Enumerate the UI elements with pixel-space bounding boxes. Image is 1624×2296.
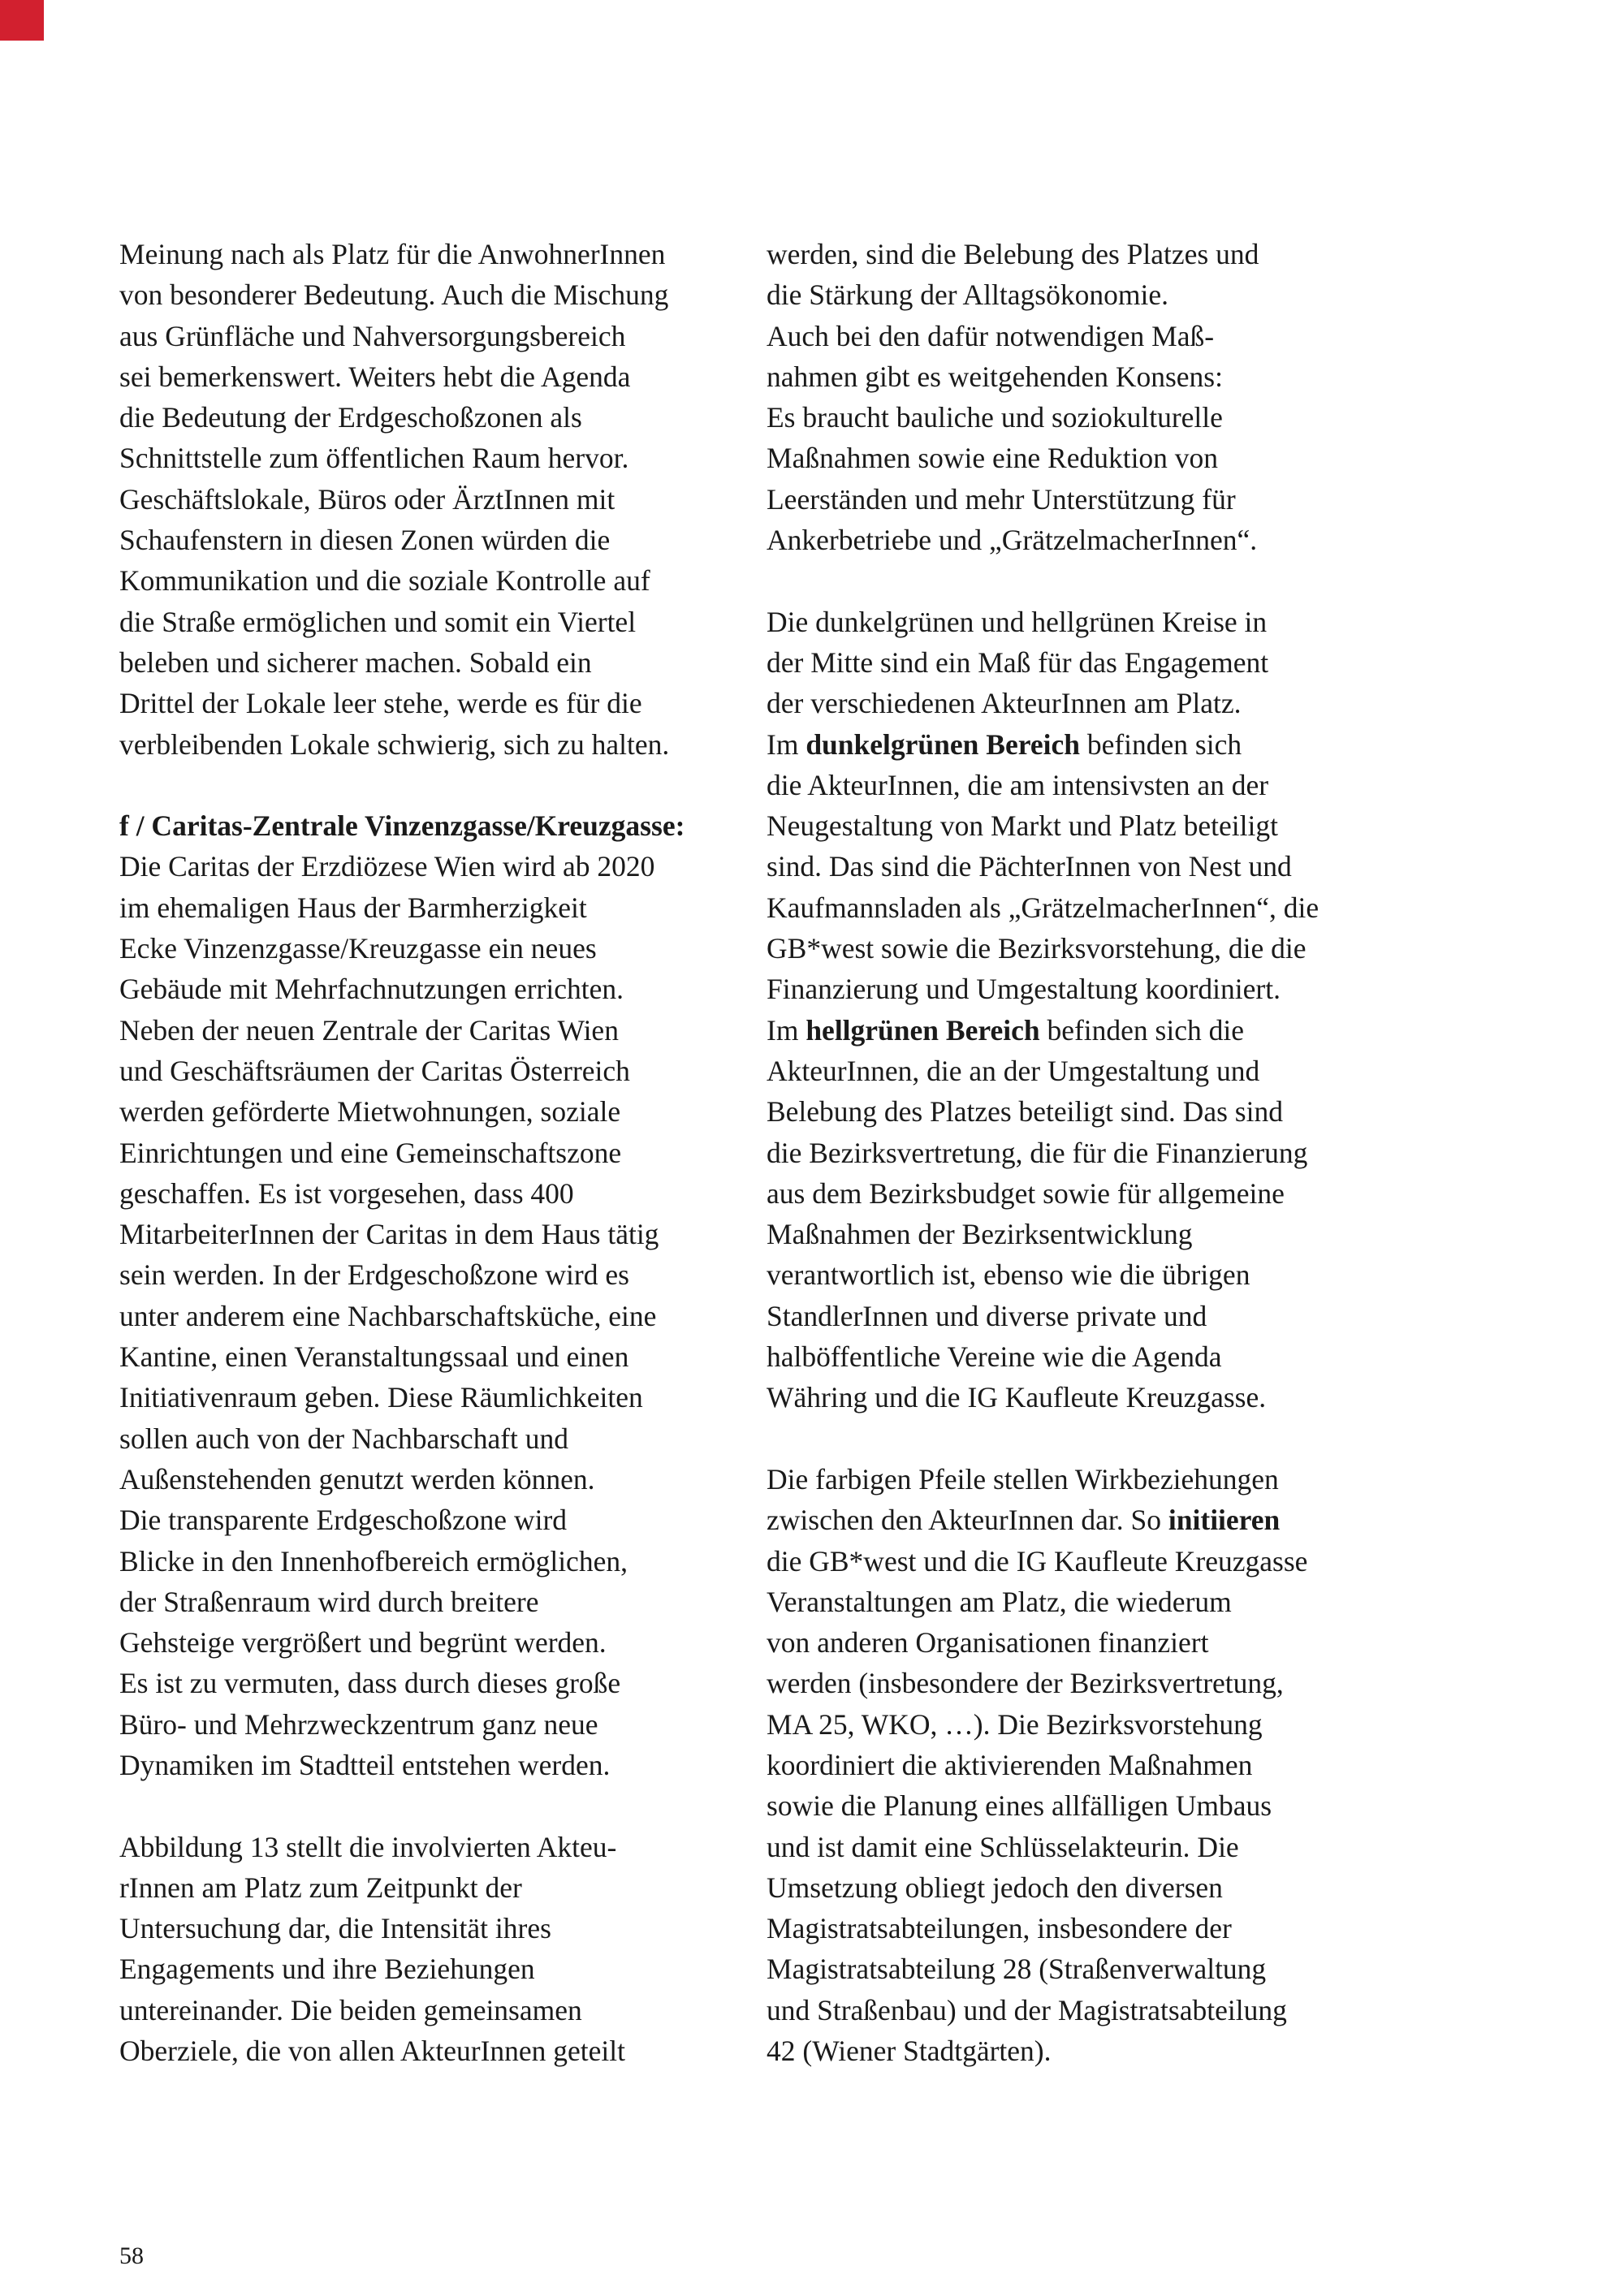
text-line xyxy=(119,1254,736,1295)
text-line xyxy=(767,234,1384,274)
text-segment: MA 25, WKO, …). Die Bezirksvorstehung xyxy=(767,1707,1263,1741)
text-line xyxy=(767,356,1384,397)
bold-text: hellgrünen Bereich xyxy=(806,1013,1040,1047)
text-line xyxy=(767,1785,1384,1826)
text-segment: Währing und die IG Kaufleute Kreuzgasse. xyxy=(767,1381,1267,1414)
text-line xyxy=(767,1254,1384,1295)
text-segment: Ankerbetriebe und „GrätzelmacherInnen“. xyxy=(767,524,1258,557)
text-line xyxy=(119,928,736,969)
text-line xyxy=(767,438,1384,478)
text-line xyxy=(767,1459,1384,1500)
text-segment: Ecke Vinzenzgasse/Kreuzgasse ein neues xyxy=(119,932,597,965)
text-segment: die Straße ermöglichen und somit ein Viertel xyxy=(119,605,637,638)
text-line xyxy=(119,602,736,642)
text-line xyxy=(119,1377,736,1418)
text-line xyxy=(767,1336,1384,1377)
text-line xyxy=(119,683,736,723)
text-line xyxy=(119,356,736,397)
text-line xyxy=(119,1908,736,1949)
text-line xyxy=(119,1663,736,1703)
text-line xyxy=(767,1704,1384,1745)
text-segment: 42 (Wiener Stadtgärten). xyxy=(767,2035,1052,2068)
text-line xyxy=(767,1582,1384,1622)
text-segment: Neben der neuen Zentrale der Caritas Wien xyxy=(119,1013,619,1047)
text-line xyxy=(767,274,1384,315)
text-segment: Einrichtungen und eine Gemeinschaftszone xyxy=(119,1136,622,1169)
text-line xyxy=(119,1173,736,1214)
text-line xyxy=(119,1336,736,1377)
text-segment: die GB*west und die IG Kaufleute Kreuzgasse xyxy=(767,1544,1308,1577)
text-segment: Untersuchung dar, die Intensität ihres xyxy=(119,1912,551,1945)
text-segment: Es braucht bauliche und soziokulturelle xyxy=(767,401,1223,434)
text-segment: Finanzierung und Umgestaltung koordiniert. xyxy=(767,973,1281,1006)
text-segment: Gehsteige vergrößert und begrünt werden. xyxy=(119,1626,607,1659)
text-segment: von anderen Organisationen finanziert xyxy=(767,1626,1209,1659)
text-line xyxy=(767,1010,1384,1051)
text-segment: Kaufmannsladen als „GrätzelmacherInnen“, die xyxy=(767,891,1320,924)
text-line xyxy=(767,887,1384,928)
text-line xyxy=(119,1091,736,1132)
text-segment: sind. Das sind die PächterInnen von Nest und xyxy=(767,850,1292,883)
text-segment: unter anderem eine Nachbarschaftsküche, eine xyxy=(119,1299,657,1332)
text-line xyxy=(767,846,1384,887)
text-line xyxy=(767,1949,1384,1989)
text-segment: und Straßenbau) und der Magistratsabteilung xyxy=(767,1993,1287,2026)
text-line xyxy=(119,887,736,928)
text-line xyxy=(119,2031,736,2071)
text-segment: Magistratsabteilung 28 (Straßenverwaltung xyxy=(767,1953,1267,1986)
text-line xyxy=(119,969,736,1009)
text-line xyxy=(767,1091,1384,1132)
text-line xyxy=(119,560,736,601)
text-line xyxy=(119,1949,736,1989)
text-segment: der Mitte sind ein Maß für das Engagement xyxy=(767,645,1269,679)
text-line xyxy=(119,274,736,315)
text-line xyxy=(767,1296,1384,1336)
text-segment: die Bezirksvertretung, die für die Finanzierung xyxy=(767,1136,1308,1169)
text-segment: die Stärkung der Alltagsökonomie. xyxy=(767,278,1168,312)
text-line xyxy=(119,1133,736,1173)
text-line xyxy=(767,2031,1384,2071)
text-line xyxy=(767,1173,1384,1214)
text-line xyxy=(119,438,736,478)
bold-text: initiieren xyxy=(1168,1504,1281,1537)
text-segment: Geschäftslokale, Büros oder ÄrztInnen mit xyxy=(119,482,615,516)
text-segment: aus dem Bezirksbudget sowie für allgemeine xyxy=(767,1176,1285,1210)
text-line xyxy=(767,683,1384,723)
text-segment: Kommunikation und die soziale Kontrolle auf xyxy=(119,564,650,598)
bold-text: f / Caritas-Zentrale Vinzenzgasse/Kreuzgasse: xyxy=(119,809,685,843)
text-line xyxy=(767,397,1384,438)
text-segment: Oberziele, die von allen AkteurInnen geteilt xyxy=(119,2035,625,2068)
text-segment: sollen auch von der Nachbarschaft und xyxy=(119,1422,569,1455)
paragraph-gap xyxy=(119,1785,736,1826)
text-segment: GB*west sowie die Bezirksvorstehung, die die xyxy=(767,932,1307,965)
text-segment: Abbildung 13 stellt die involvierten Akteu- xyxy=(119,1830,617,1863)
text-segment: befinden sich xyxy=(1079,727,1242,761)
text-line xyxy=(119,1745,736,1785)
paragraph-gap xyxy=(767,1418,1384,1459)
text-segment: sei bemerkenswert. Weiters hebt die Agenda xyxy=(119,360,631,393)
text-segment: die AkteurInnen, die am intensivsten an der xyxy=(767,768,1269,801)
text-line xyxy=(119,1051,736,1091)
text-line xyxy=(119,1622,736,1663)
text-segment: und Geschäftsräumen der Caritas Österreich xyxy=(119,1054,630,1087)
text-line xyxy=(767,642,1384,683)
text-line xyxy=(767,520,1384,560)
text-line xyxy=(767,1827,1384,1867)
text-segment: koordiniert die aktivierenden Maßnahmen xyxy=(767,1748,1253,1781)
text-line xyxy=(119,846,736,887)
text-segment: die Bedeutung der Erdgeschoßzonen als xyxy=(119,401,582,434)
text-segment: verbleibenden Lokale schwierig, sich zu halten. xyxy=(119,727,670,761)
text-segment: Die transparente Erdgeschoßzone wird xyxy=(119,1504,568,1537)
text-segment: Drittel der Lokale leer stehe, werde es für die xyxy=(119,687,642,720)
text-segment: der Straßenraum wird durch breitere xyxy=(119,1585,539,1618)
text-line xyxy=(767,1541,1384,1582)
text-segment: im ehemaligen Haus der Barmherzigkeit xyxy=(119,891,587,924)
text-segment: Im xyxy=(767,727,806,761)
text-segment: Schaufenstern in diesen Zonen würden die xyxy=(119,524,611,557)
text-line xyxy=(119,520,736,560)
text-segment: aus Grünfläche und Nahversorgungsbereich xyxy=(119,319,626,352)
text-segment: Blicke in den Innenhofbereich ermöglichen, xyxy=(119,1544,628,1577)
page-number: 58 xyxy=(119,2242,144,2269)
text-segment: Initiativenraum geben. Diese Räumlichkeiten xyxy=(119,1381,643,1414)
text-segment: der verschiedenen AkteurInnen am Platz. xyxy=(767,687,1242,720)
text-line xyxy=(767,1377,1384,1418)
text-segment: Außenstehenden genutzt werden können. xyxy=(119,1462,595,1495)
text-segment: Die Caritas der Erzdiözese Wien wird ab 2020 xyxy=(119,850,655,883)
text-segment: Die farbigen Pfeile stellen Wirkbeziehungen xyxy=(767,1462,1279,1495)
text-segment: Meinung nach als Platz für die AnwohnerInnen xyxy=(119,238,666,270)
text-segment: Im xyxy=(767,1013,806,1047)
text-line xyxy=(767,765,1384,805)
text-segment: sowie die Planung eines allfälligen Umbaus xyxy=(767,1789,1272,1823)
text-line xyxy=(767,724,1384,765)
text-segment: StandlerInnen und diverse private und xyxy=(767,1299,1207,1332)
text-segment: Engagements und ihre Beziehungen xyxy=(119,1953,535,1986)
text-line xyxy=(119,1582,736,1622)
text-segment: Die dunkelgrünen und hellgrünen Kreise in xyxy=(767,605,1268,638)
text-line xyxy=(119,1867,736,1908)
text-line xyxy=(767,969,1384,1009)
text-segment: Auch bei den dafür notwendigen Maß- xyxy=(767,319,1215,352)
text-line xyxy=(119,234,736,274)
red-corner-mark xyxy=(0,0,44,41)
text-line xyxy=(767,1500,1384,1540)
text-segment: werden, sind die Belebung des Platzes und xyxy=(767,238,1259,270)
text-line xyxy=(767,1622,1384,1663)
text-segment: werden (insbesondere der Bezirksvertretung, xyxy=(767,1667,1284,1700)
text-line xyxy=(767,1990,1384,2031)
text-segment: Es ist zu vermuten, dass durch dieses große xyxy=(119,1667,621,1700)
text-segment: werden geförderte Mietwohnungen, soziale xyxy=(119,1095,621,1129)
bold-text: dunkelgrünen Bereich xyxy=(806,727,1080,761)
text-line xyxy=(119,642,736,683)
text-segment: Leerständen und mehr Unterstützung für xyxy=(767,482,1236,516)
text-segment: halböffentliche Vereine wie die Agenda xyxy=(767,1340,1222,1374)
text-line xyxy=(767,1051,1384,1091)
left-text-column xyxy=(119,234,736,2071)
text-segment: untereinander. Die beiden gemeinsamen xyxy=(119,1993,582,2026)
text-line xyxy=(767,1133,1384,1173)
text-line xyxy=(767,479,1384,520)
text-segment: sein werden. In der Erdgeschoßzone wird es xyxy=(119,1258,629,1292)
text-line xyxy=(119,1704,736,1745)
text-line xyxy=(767,1663,1384,1703)
text-line xyxy=(119,316,736,356)
text-line xyxy=(767,1745,1384,1785)
text-line xyxy=(119,1459,736,1500)
text-segment: zwischen den AkteurInnen dar. So xyxy=(767,1504,1168,1537)
text-segment: Kantine, einen Veranstaltungssaal und einen xyxy=(119,1340,629,1374)
text-segment: Büro- und Mehrzweckzentrum ganz neue xyxy=(119,1707,598,1741)
text-segment: befinden sich die xyxy=(1039,1013,1244,1047)
text-segment: Neugestaltung von Markt und Platz beteiligt xyxy=(767,809,1279,843)
text-line xyxy=(119,805,736,846)
text-line xyxy=(767,1867,1384,1908)
text-line xyxy=(119,1827,736,1867)
text-segment: Magistratsabteilungen, insbesondere der xyxy=(767,1912,1232,1945)
text-line xyxy=(767,805,1384,846)
text-segment: AkteurInnen, die an der Umgestaltung und xyxy=(767,1054,1260,1087)
paragraph-gap xyxy=(767,560,1384,601)
text-line xyxy=(767,928,1384,969)
text-segment: Gebäude mit Mehrfachnutzungen errichten. xyxy=(119,973,624,1006)
text-segment: Schnittstelle zum öffentlichen Raum hervor. xyxy=(119,442,629,475)
text-segment: und ist damit eine Schlüsselakteurin. Die xyxy=(767,1830,1239,1863)
text-segment: nahmen gibt es weitgehenden Konsens: xyxy=(767,360,1223,393)
text-segment: beleben und sicherer machen. Sobald ein xyxy=(119,645,592,679)
text-line xyxy=(119,1500,736,1540)
text-segment: Umsetzung obliegt jedoch den diversen xyxy=(767,1871,1223,1904)
text-segment: von besonderer Bedeutung. Auch die Mischung xyxy=(119,278,669,312)
text-line xyxy=(119,479,736,520)
text-line xyxy=(119,1541,736,1582)
text-line xyxy=(119,724,736,765)
text-line xyxy=(119,1296,736,1336)
text-line xyxy=(767,1214,1384,1254)
right-text-column xyxy=(767,234,1384,2071)
text-line xyxy=(767,602,1384,642)
text-segment: rInnen am Platz zum Zeitpunkt der xyxy=(119,1871,522,1904)
text-line xyxy=(119,1010,736,1051)
text-segment: geschaffen. Es ist vorgesehen, dass 400 xyxy=(119,1176,574,1210)
text-segment: Dynamiken im Stadtteil entstehen werden. xyxy=(119,1748,611,1781)
text-line xyxy=(767,1908,1384,1949)
text-segment: verantwortlich ist, ebenso wie die übrigen xyxy=(767,1258,1250,1292)
paragraph-gap xyxy=(119,765,736,805)
text-segment: Maßnahmen sowie eine Reduktion von xyxy=(767,442,1219,475)
text-line xyxy=(767,316,1384,356)
text-segment: Maßnahmen der Bezirksentwicklung xyxy=(767,1218,1193,1251)
text-line xyxy=(119,397,736,438)
text-line xyxy=(119,1418,736,1459)
text-segment: Veranstaltungen am Platz, die wiederum xyxy=(767,1585,1232,1618)
text-segment: Belebung des Platzes beteiligt sind. Das sind xyxy=(767,1095,1283,1129)
text-line xyxy=(119,1990,736,2031)
text-line xyxy=(119,1214,736,1254)
text-segment: MitarbeiterInnen der Caritas in dem Haus tätig xyxy=(119,1218,659,1251)
